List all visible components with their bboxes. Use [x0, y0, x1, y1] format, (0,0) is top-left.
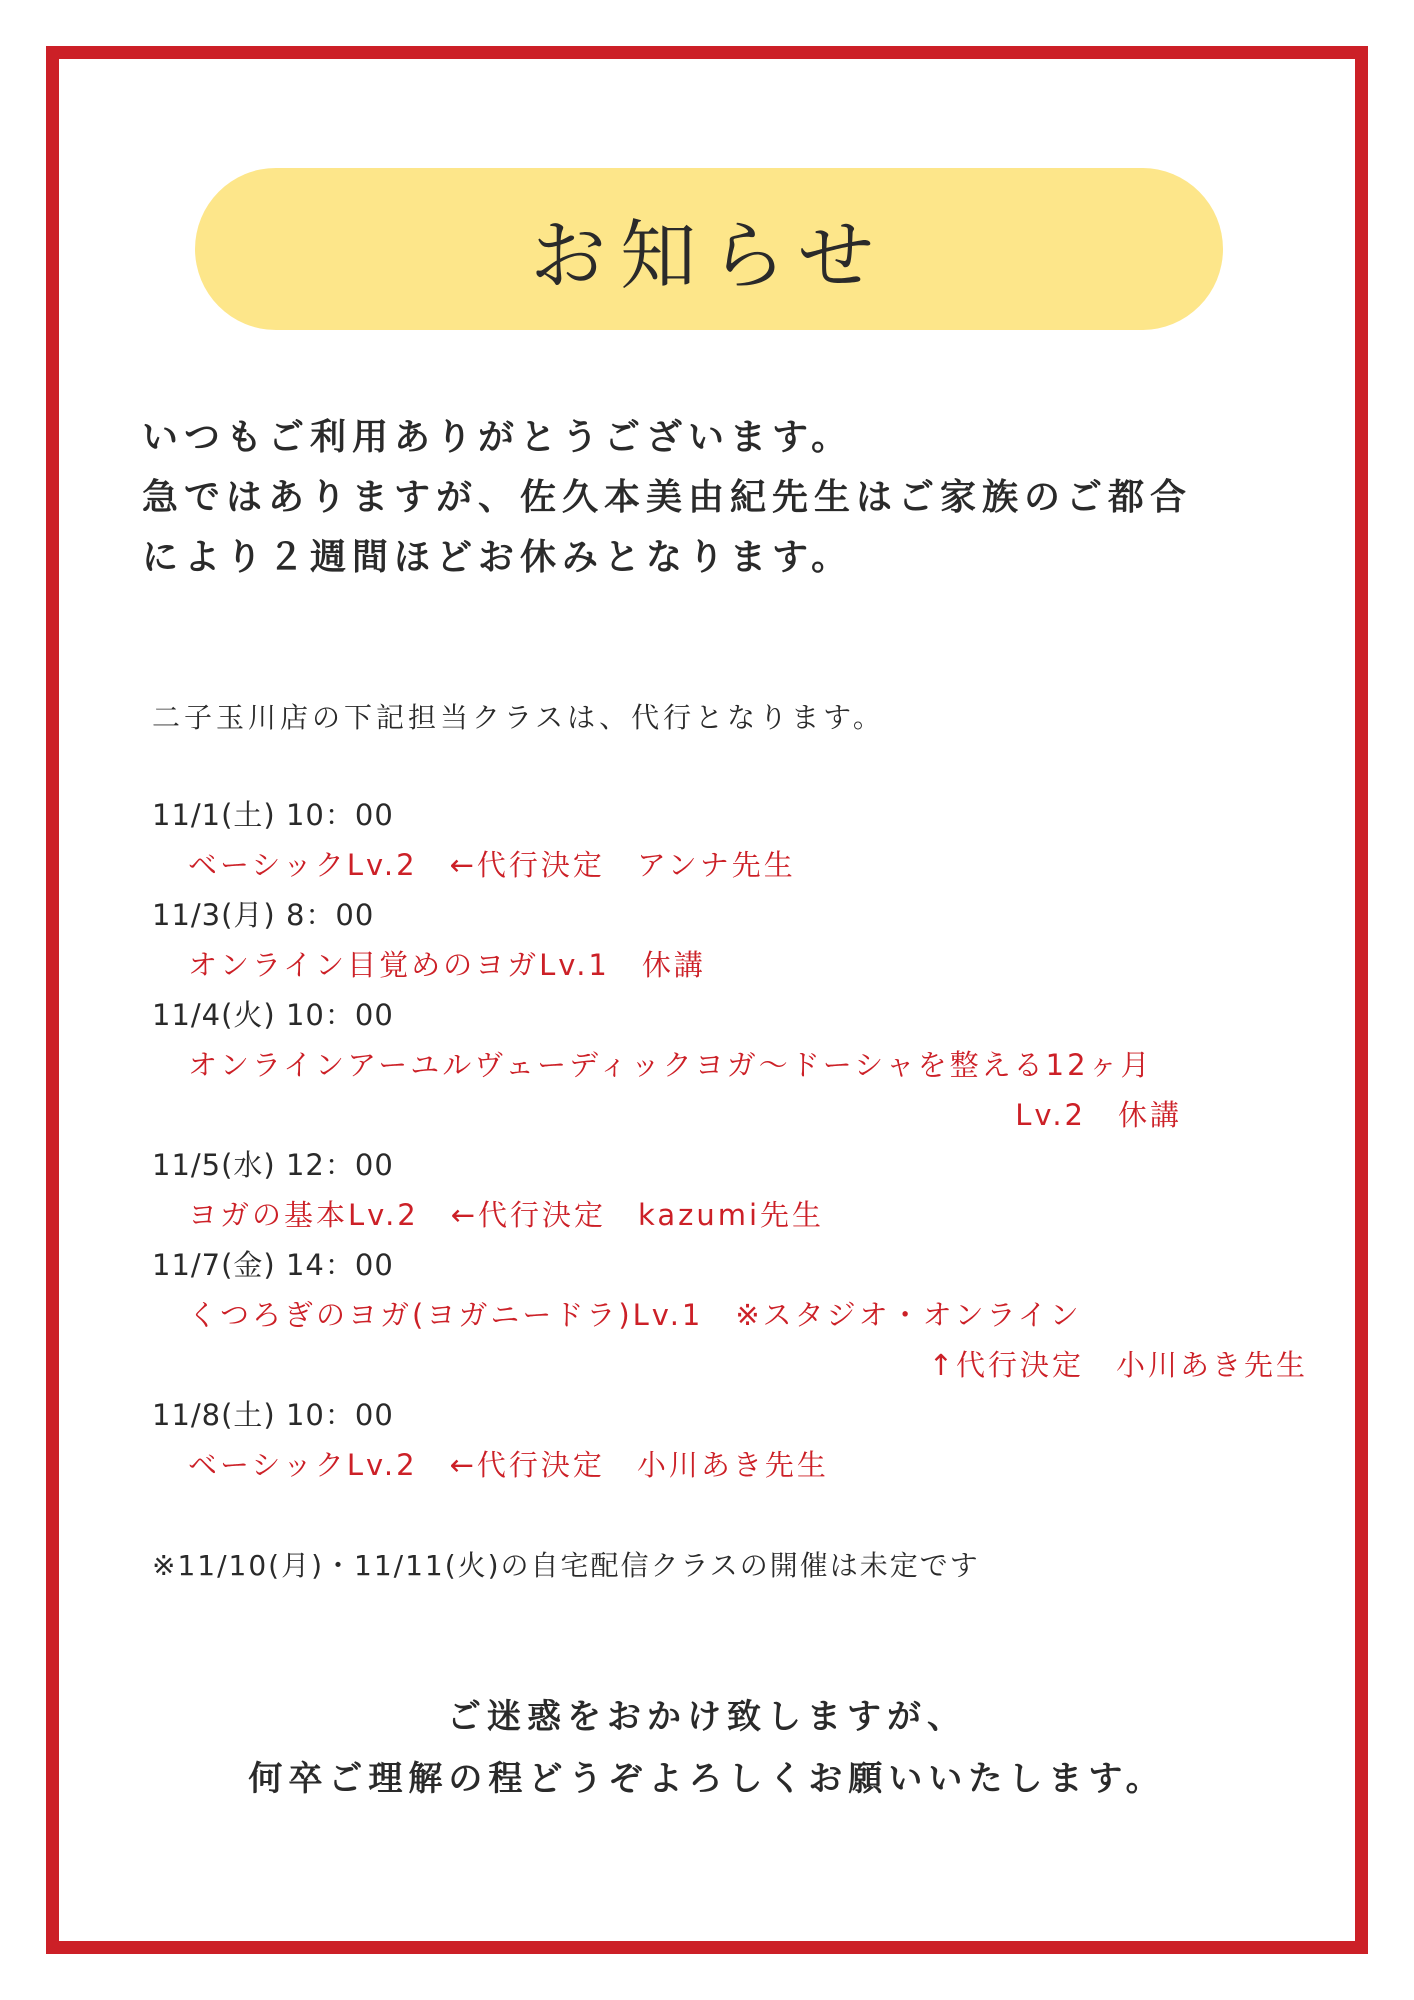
schedule-class: くつろぎのヨガ(ヨガニードラ)Lv.1 ※スタジオ・オンライン — [188, 1298, 1082, 1332]
page-title: お知らせ — [530, 210, 888, 300]
schedule-class: ヨガの基本Lv.2 ←代行決定 kazumi先生 — [188, 1198, 824, 1232]
note-text: ※11/10(月)・11/11(火)の自宅配信クラスの開催は未定です — [152, 1549, 980, 1582]
schedule-class: オンラインアーユルヴェーディックヨガ～ドーシャを整える12ヶ月 — [188, 1048, 1153, 1082]
schedule-date: 11/3(月) 8：00 — [152, 898, 375, 932]
schedule-class: オンライン目覚めのヨガLv.1 休講 — [188, 948, 706, 982]
closing-text — [0, 1686, 1414, 1810]
intro-line: 急ではありますが、佐久本美由紀先生はご家族のご都合 — [142, 477, 1193, 518]
lead-text: 二子玉川店の下記担当クラスは、代行となります。 — [152, 701, 885, 734]
intro-line: いつもご利用ありがとうございます。 — [142, 417, 854, 458]
schedule-date: 11/7(金) 14：00 — [152, 1248, 394, 1282]
schedule-class: ベーシックLv.2 ←代行決定 アンナ先生 — [188, 848, 796, 882]
schedule-class: ベーシックLv.2 ←代行決定 小川あき先生 — [188, 1448, 829, 1482]
schedule-date: 11/8(土) 10：00 — [152, 1398, 394, 1432]
schedule-list — [152, 790, 1308, 1490]
schedule-class-cont: ↑代行決定 小川あき先生 — [928, 1348, 1308, 1382]
closing-line: ご迷惑をおかけ致しますが、 — [447, 1697, 967, 1737]
closing-line: 何卒ご理解の程どうぞよろしくお願いいたします。 — [248, 1759, 1166, 1799]
intro-text — [142, 408, 1302, 588]
schedule-date: 11/4(火) 10：00 — [152, 998, 394, 1032]
intro-line: により２週間ほどお休みとなります。 — [142, 537, 854, 578]
schedule-date: 11/1(土) 10：00 — [152, 798, 394, 832]
schedule-class-cont: Lv.2 休講 — [1015, 1098, 1182, 1132]
schedule-date: 11/5(水) 12：00 — [152, 1148, 394, 1182]
title-banner — [195, 168, 1223, 330]
